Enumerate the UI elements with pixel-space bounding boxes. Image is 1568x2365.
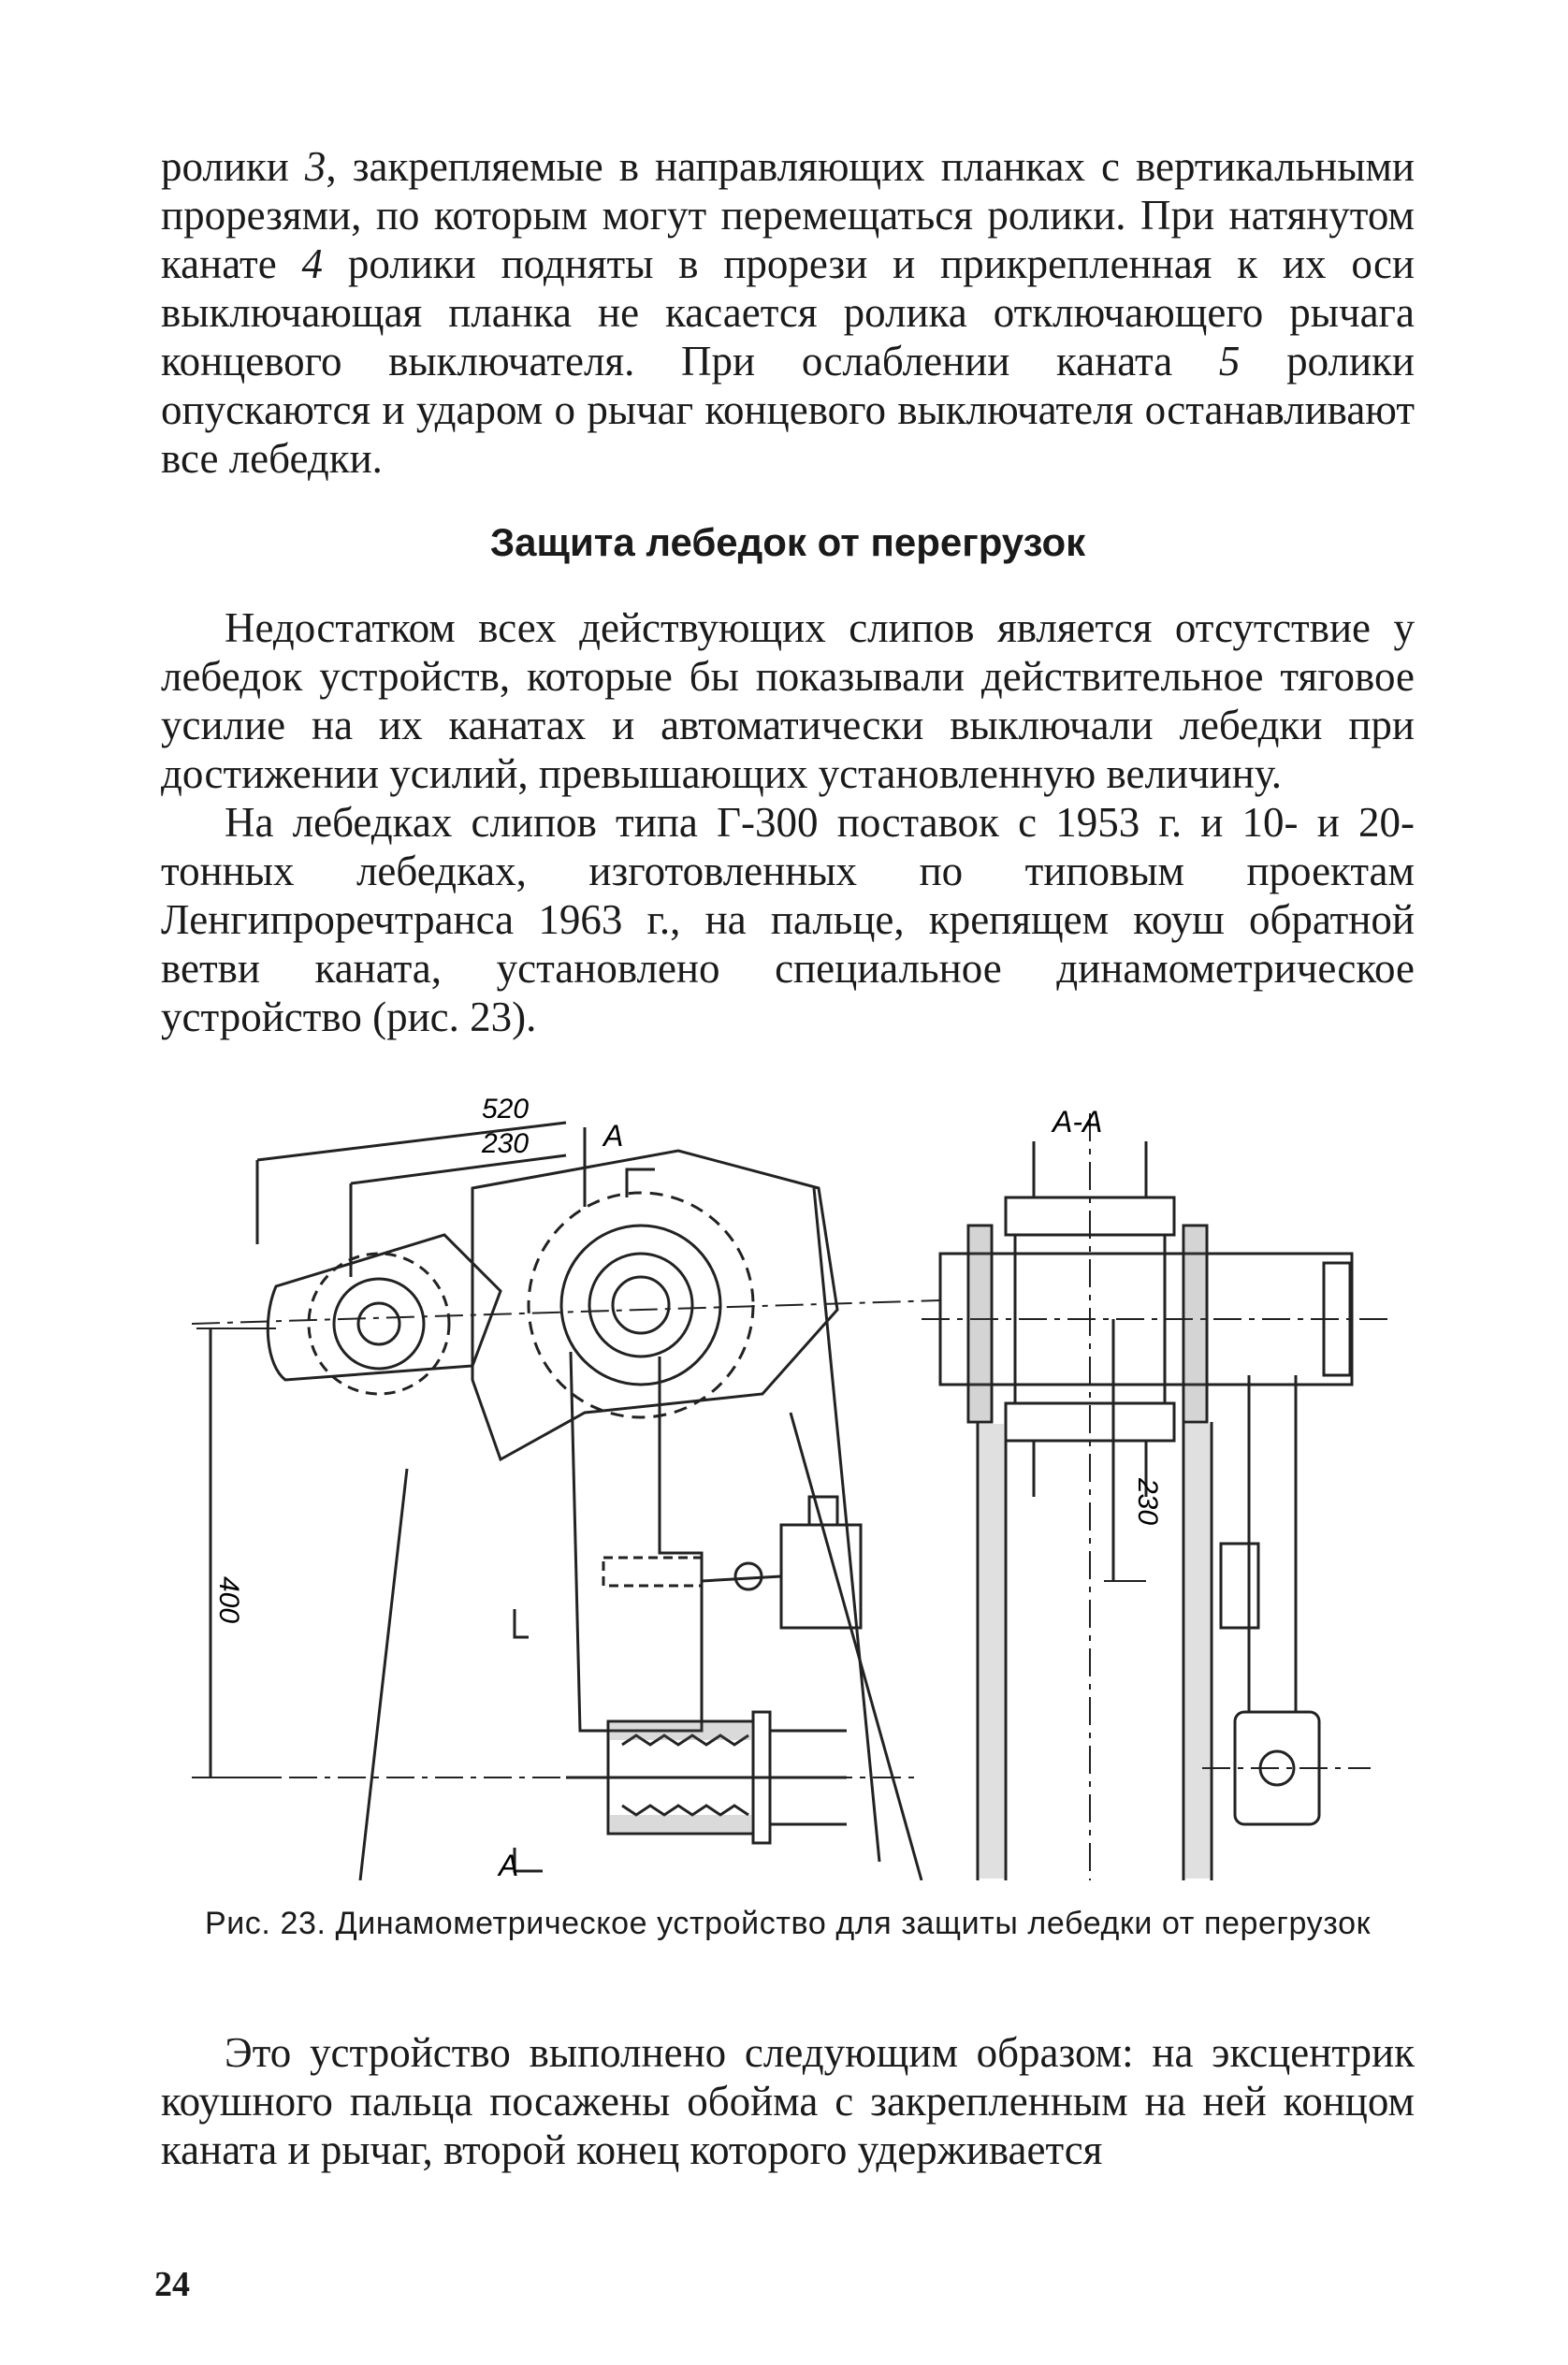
paragraph-2: Недостатком всех действующих слипов является отсутствие у лебедок устройств, которые бы показывали действительное тяговое усилие на их канатах и автоматически выключали лебедки при достижении усилий, превышающих установленную величину.	[161, 604, 1415, 797]
text-run: , закрепляемые в направляющих планках с вертикальными прорезями, по которым могут перемещаться ролики. При натянутом канате	[161, 143, 1415, 287]
text-run: ролики подняты в прорези и прикрепленная к их оси выключающая планка не касается ролика отключающего рычага концевого выключателя. При ослаблении каната	[161, 240, 1415, 384]
dim-label-400: 400	[213, 1576, 244, 1624]
item-number: 3	[304, 143, 327, 190]
dim-label-230: 230	[482, 1128, 530, 1159]
cut-label-bottom: A	[499, 1849, 519, 1880]
item-number: 5	[1218, 338, 1241, 384]
page-number: 24	[154, 2265, 190, 2304]
dimension-line-230	[351, 1155, 566, 1183]
figure-caption: Рис. 23. Динамометрическое устройство для защиты лебедки от перегрузок	[204, 1906, 1372, 1941]
paragraph-continued	[161, 142, 1415, 483]
section-heading: Защита лебедок от перегрузок	[489, 520, 1086, 564]
text-run: ролики	[161, 143, 305, 190]
item-number: 4	[301, 240, 324, 287]
figure-23-drawing	[192, 1057, 1431, 1880]
pin-circle	[334, 1279, 424, 1369]
eccentric-circle	[561, 1226, 720, 1385]
paragraph-1	[161, 142, 1415, 483]
section-label: A-A	[1053, 1105, 1103, 1139]
paragraph-4: Это устройство выполнено следующим образом: на эксцентрик коушного пальца посажены обойма с закрепленным на ней концом каната и рычаг, второй конец которого удерживается	[161, 2029, 1415, 2173]
lever-eye-outline	[268, 1235, 501, 1380]
technical-drawing	[192, 1057, 1431, 1880]
paragraph-3: На лебедках слипов типа Г-300 поставок с 1953 г. и 10- и 20-тонных лебедках, изготовленных по типовым проектам Ленгипроречтранса 1963 г., на пальце, крепящем коуш обратной ветви каната, установлено специальное динамометрическое устройство (рис. 23).	[161, 799, 1415, 1040]
text-run: ролики опускаются и ударом о рычаг концевого выключателя останавливают все лебедки.	[161, 338, 1416, 482]
cut-label-top: A	[603, 1119, 624, 1153]
dim-label-230-side: 230	[1132, 1478, 1163, 1526]
dim-label-520: 520	[482, 1094, 530, 1124]
body-paragraphs	[161, 603, 1415, 1041]
paragraph-4-block	[161, 2028, 1415, 2174]
